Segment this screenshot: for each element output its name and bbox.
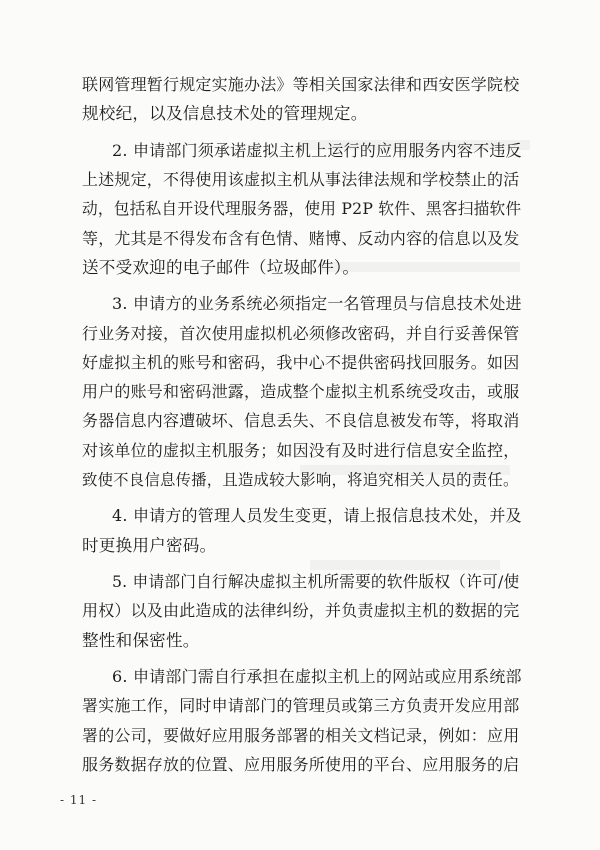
paragraph-4-start: 4. 申请方的管理人员发生变更，请上报信息技术处，并及 <box>112 506 522 525</box>
paragraph-3-start: 3. 申请方的业务系统必须指定一名管理员与信息技术处进 <box>112 294 522 313</box>
text-line: 联网管理暂行规定实施办法》等相关国家法律和西安医学院校 <box>82 75 520 94</box>
text-line: 时更换用户密码。 <box>82 536 217 555</box>
paragraph-5-start: 5. 申请部门自行解决虚拟主机所需要的软件版权（许可/使 <box>112 572 520 591</box>
text-line: 服务数据存放的位置、应用服务所使用的平台、应用服务的启 <box>82 755 520 774</box>
text-line: 对该单位的虚拟主机服务；如因没有及时进行信息安全监控， <box>82 441 520 460</box>
text-line: 好虚拟主机的账号和密码，我中心不提供密码找回服务。如因 <box>82 353 520 372</box>
page-number: - 11 - <box>60 793 98 807</box>
text-line: 等，尤其是不得发布含有色情、赌博、反动内容的信息以及发 <box>82 229 520 248</box>
text-line: 动，包括私自开设代理服务器，使用 P2P 软件、黑客扫描软件 <box>82 199 522 218</box>
text-line: 致使不良信息传播，且造成较大影响，将追究相关人员的责任。 <box>82 471 519 489</box>
text-line: 用权）以及由此造成的法律纠纷，并负责虚拟主机的数据的完 <box>82 601 520 620</box>
text-line: 上述规定，不得使用该虚拟主机从事法律法规和学校禁止的活 <box>82 170 520 189</box>
text-line: 整性和保密性。 <box>82 631 200 650</box>
paragraph-6-start: 6. 申请部门需自行承担在虚拟主机上的网站或应用系统部 <box>112 667 522 686</box>
text-line: 用户的账号和密码泄露，造成整个虚拟主机系统受攻击，或服 <box>82 382 520 401</box>
text-line: 行业务对接，首次使用虚拟机必须修改密码，并自行妥善保管 <box>82 324 520 343</box>
text-line: 署的公司，要做好应用服务部署的相关文档记录，例如：应用 <box>82 726 520 745</box>
paragraph-2-start: 2. 申请部门须承诺虚拟主机上运行的应用服务内容不违反 <box>112 141 522 160</box>
text-line: 署实施工作，同时申请部门的管理员或第三方负责开发应用部 <box>82 696 520 715</box>
text-line: 务器信息内容遭破坏、信息丢失、不良信息被发布等，将取消 <box>82 411 520 430</box>
text-line: 送不受欢迎的电子邮件（垃圾邮件）。 <box>82 258 360 277</box>
text-line: 规校纪，以及信息技术处的管理规定。 <box>82 104 368 123</box>
